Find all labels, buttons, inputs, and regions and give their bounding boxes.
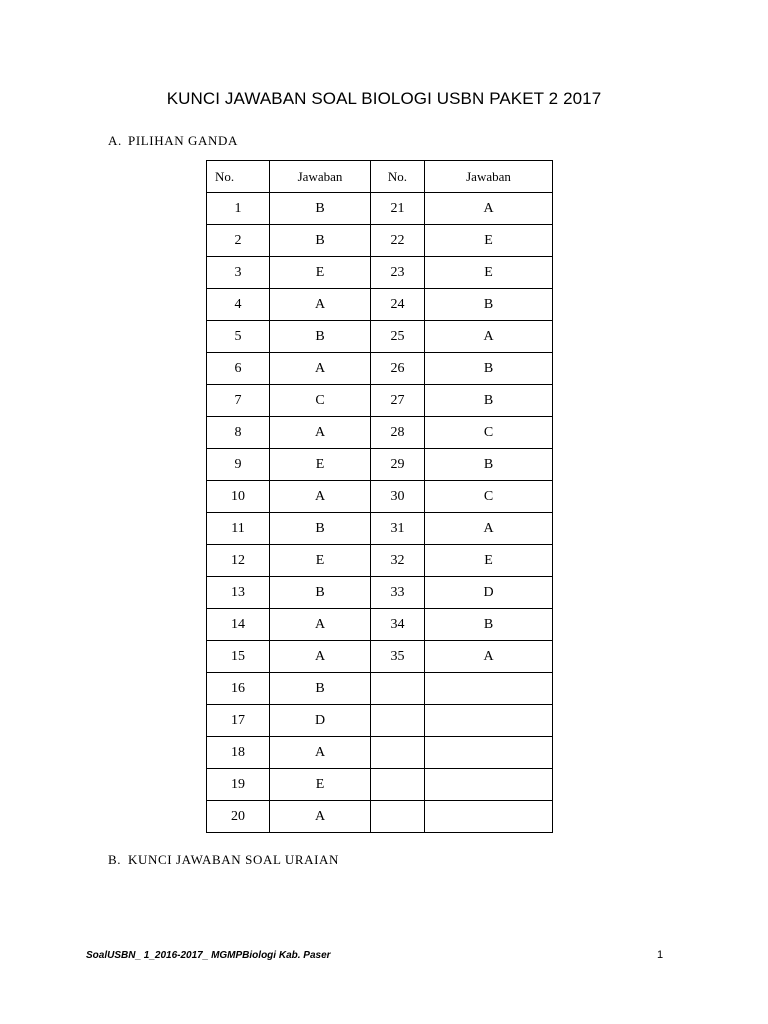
section-a-title: PILIHAN GANDA (128, 133, 238, 148)
cell-no-right: 28 (371, 417, 425, 449)
cell-answer-right (425, 673, 553, 705)
table-row (207, 385, 553, 417)
cell-no-left: 15 (207, 641, 270, 673)
footer-page-number: 1 (657, 949, 664, 961)
table-row (207, 257, 553, 289)
cell-answer-right: E (425, 257, 553, 289)
cell-answer-left: B (270, 673, 371, 705)
header-answer-right: Jawaban (425, 161, 553, 193)
cell-answer-right: A (425, 193, 553, 225)
cell-no-right: 23 (371, 257, 425, 289)
header-no-right: No. (371, 161, 425, 193)
cell-answer-left: B (270, 577, 371, 609)
header-answer-left: Jawaban (270, 161, 371, 193)
table-row (207, 513, 553, 545)
table-header-row (207, 161, 553, 193)
table-row (207, 705, 553, 737)
cell-answer-left: A (270, 417, 371, 449)
cell-answer-right: D (425, 577, 553, 609)
cell-no-left: 1 (207, 193, 270, 225)
cell-answer-right: A (425, 641, 553, 673)
cell-answer-right: C (425, 417, 553, 449)
cell-no-left: 4 (207, 289, 270, 321)
section-a-heading (108, 133, 238, 149)
cell-no-left: 13 (207, 577, 270, 609)
cell-answer-left: E (270, 545, 371, 577)
cell-answer-right: B (425, 449, 553, 481)
table-row (207, 577, 553, 609)
cell-no-right: 29 (371, 449, 425, 481)
cell-answer-left: A (270, 609, 371, 641)
cell-answer-left: C (270, 385, 371, 417)
table-row (207, 609, 553, 641)
cell-no-right (371, 705, 425, 737)
cell-no-right: 24 (371, 289, 425, 321)
cell-answer-right: B (425, 609, 553, 641)
cell-answer-left: E (270, 257, 371, 289)
cell-no-left: 6 (207, 353, 270, 385)
section-b-title: KUNCI JAWABAN SOAL URAIAN (128, 852, 340, 867)
cell-no-left: 3 (207, 257, 270, 289)
cell-no-right (371, 801, 425, 833)
table-row (207, 673, 553, 705)
cell-answer-right: A (425, 513, 553, 545)
cell-no-left: 20 (207, 801, 270, 833)
cell-no-right: 27 (371, 385, 425, 417)
table-row (207, 641, 553, 673)
table-body (207, 193, 553, 833)
section-b-heading (108, 852, 339, 868)
cell-no-left: 7 (207, 385, 270, 417)
answer-key-table (206, 160, 553, 833)
cell-answer-left: D (270, 705, 371, 737)
cell-answer-right (425, 769, 553, 801)
cell-answer-left: A (270, 481, 371, 513)
cell-no-left: 14 (207, 609, 270, 641)
cell-no-left: 16 (207, 673, 270, 705)
page-title: KUNCI JAWABAN SOAL BIOLOGI USBN PAKET 2 2017 (166, 89, 602, 108)
cell-no-right (371, 673, 425, 705)
cell-answer-left: A (270, 641, 371, 673)
footer-document-id: SoalUSBN_ 1_2016-2017_ MGMPBiologi Kab. Paser (86, 950, 331, 961)
cell-no-left: 19 (207, 769, 270, 801)
cell-answer-left: E (270, 449, 371, 481)
cell-no-right (371, 737, 425, 769)
cell-no-left: 10 (207, 481, 270, 513)
table-row (207, 289, 553, 321)
cell-no-right: 22 (371, 225, 425, 257)
cell-answer-right: B (425, 289, 553, 321)
cell-answer-right (425, 705, 553, 737)
cell-answer-right: B (425, 353, 553, 385)
cell-no-right: 21 (371, 193, 425, 225)
cell-answer-right (425, 801, 553, 833)
cell-no-left: 18 (207, 737, 270, 769)
cell-answer-right: A (425, 321, 553, 353)
table-row (207, 417, 553, 449)
cell-answer-left: B (270, 225, 371, 257)
section-a-marker: A. (108, 133, 122, 148)
cell-answer-left: B (270, 193, 371, 225)
cell-answer-right: C (425, 481, 553, 513)
cell-answer-left: E (270, 769, 371, 801)
cell-no-left: 5 (207, 321, 270, 353)
cell-no-left: 2 (207, 225, 270, 257)
cell-no-right (371, 769, 425, 801)
table-row (207, 769, 553, 801)
cell-no-right: 30 (371, 481, 425, 513)
table-row (207, 353, 553, 385)
cell-answer-right: E (425, 225, 553, 257)
cell-answer-right (425, 737, 553, 769)
table-row (207, 321, 553, 353)
table-row (207, 737, 553, 769)
cell-answer-left: B (270, 321, 371, 353)
table-row (207, 545, 553, 577)
cell-no-left: 11 (207, 513, 270, 545)
cell-answer-left: A (270, 801, 371, 833)
cell-no-right: 31 (371, 513, 425, 545)
table-row (207, 481, 553, 513)
cell-answer-right: E (425, 545, 553, 577)
cell-no-right: 35 (371, 641, 425, 673)
cell-no-right: 25 (371, 321, 425, 353)
cell-answer-left: A (270, 353, 371, 385)
cell-no-left: 12 (207, 545, 270, 577)
cell-no-right: 32 (371, 545, 425, 577)
cell-no-left: 9 (207, 449, 270, 481)
cell-no-right: 34 (371, 609, 425, 641)
cell-answer-right: B (425, 385, 553, 417)
section-b-marker: B. (108, 852, 122, 867)
table-row (207, 193, 553, 225)
cell-no-left: 17 (207, 705, 270, 737)
cell-answer-left: A (270, 289, 371, 321)
table-row (207, 449, 553, 481)
cell-no-right: 33 (371, 577, 425, 609)
table-row (207, 801, 553, 833)
cell-answer-left: B (270, 513, 371, 545)
cell-answer-left: A (270, 737, 371, 769)
header-no-left: No. (207, 161, 270, 193)
table-row (207, 225, 553, 257)
cell-no-left: 8 (207, 417, 270, 449)
cell-no-right: 26 (371, 353, 425, 385)
